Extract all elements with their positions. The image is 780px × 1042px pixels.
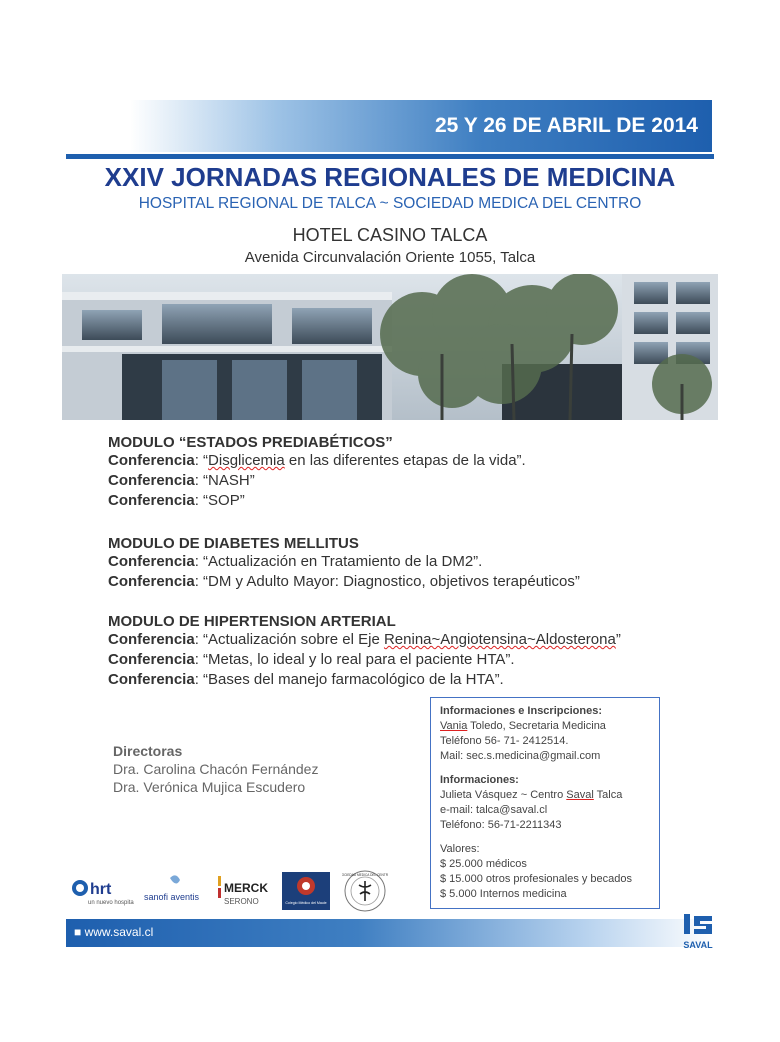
- svg-text:hrt: hrt: [90, 881, 112, 898]
- contact-line: Vania Toledo, Secretaria Medicina: [440, 720, 606, 732]
- info-title: Informaciones:: [440, 774, 519, 786]
- event-title: XXIV JORNADAS REGIONALES DE MEDICINA: [104, 162, 676, 192]
- sociedad-medica-logo: [342, 868, 388, 914]
- module-heading: MODULO DE DIABETES MELLITUS: [108, 535, 359, 552]
- title-rule: [66, 154, 714, 159]
- footer-link[interactable]: ■ www.saval.cl: [74, 925, 154, 939]
- directors: [113, 742, 318, 796]
- svg-text:un nuevo hospital: un nuevo hospital: [88, 900, 134, 906]
- svg-text:MERCK: MERCK: [224, 881, 268, 895]
- email-line[interactable]: e-mail: talca@saval.cl: [440, 804, 548, 816]
- svg-text:Colegio Médico del Maule: Colegio Médico del Maule: [285, 901, 327, 905]
- conference-line: Conferencia: “Actualización sobre el Eje Renina~Angiotensina~Aldosterona”: [108, 631, 621, 648]
- event-date: 25 Y 26 DE ABRIL DE 2014: [434, 114, 698, 137]
- svg-text:SERONO: SERONO: [224, 897, 259, 906]
- prices-title: Valores:: [440, 843, 480, 855]
- colegio-medico-logo: [280, 868, 332, 914]
- conference-line: Conferencia: “Disglicemia en las diferentes etapas de la vida”.: [108, 452, 526, 469]
- conference-line: Conferencia: “Actualización en Tratamiento de la DM2”.: [108, 553, 483, 570]
- footer-bar: [66, 919, 714, 947]
- mail-line[interactable]: Mail: sec.s.medicina@gmail.com: [440, 750, 601, 762]
- sponsor-logos: [70, 868, 390, 916]
- conference-line: Conferencia: “NASH”: [108, 472, 255, 489]
- module-block: [108, 613, 621, 690]
- sanofi-logo: [142, 868, 208, 914]
- module-heading: MODULO DE HIPERTENSION ARTERIAL: [108, 613, 396, 630]
- svg-text:SAVAL: SAVAL: [683, 940, 713, 950]
- module-block: [108, 535, 580, 592]
- director-name: Dra. Carolina Chacón Fernández: [113, 761, 319, 777]
- hotel-photo: [62, 274, 718, 420]
- contact-line: Julieta Vásquez ~ Centro Saval Talca: [440, 789, 623, 801]
- info-box: [430, 697, 660, 909]
- svg-text:SOCIEDAD MEDICA DEL CENTRO: SOCIEDAD MEDICA DEL CENTRO: [342, 873, 388, 877]
- director-name: Dra. Verónica Mujica Escudero: [113, 779, 306, 795]
- event-subtitle: HOSPITAL REGIONAL DE TALCA ~ SOCIEDAD MEDICA DEL CENTRO: [138, 195, 642, 212]
- merck-serono-logo: [218, 868, 268, 914]
- info-title: Informaciones e Inscripciones:: [440, 705, 602, 717]
- price-line: $ 5.000 Internos medicina: [440, 888, 567, 900]
- conference-line: Conferencia: “Bases del manejo farmacológico de la HTA”.: [108, 671, 504, 688]
- module-block: [108, 434, 526, 511]
- price-line: $ 15.000 otros profesionales y becados: [440, 873, 633, 885]
- phone-line: Teléfono: 56-71-2211343: [440, 819, 562, 831]
- module-heading: MODULO “ESTADOS PREDIABÉTICOS”: [108, 434, 393, 451]
- phone-line: Teléfono 56- 71- 2412514.: [440, 735, 569, 747]
- hrt-logo: [70, 868, 134, 914]
- venue-address: Avenida Circunvalación Oriente 1055, Talca: [244, 249, 536, 266]
- directors-title: Directoras: [113, 743, 183, 759]
- svg-text:sanofi aventis: sanofi aventis: [144, 892, 200, 902]
- venue-name: HOTEL CASINO TALCA: [292, 225, 488, 245]
- price-line: $ 25.000 médicos: [440, 858, 527, 870]
- conference-line: Conferencia: “SOP”: [108, 492, 245, 509]
- date-banner: [130, 100, 712, 152]
- conference-line: Conferencia: “DM y Adulto Mayor: Diagnostico, objetivos terapéuticos”: [108, 573, 580, 590]
- saval-logo: [678, 912, 718, 952]
- conference-line: Conferencia: “Metas, lo ideal y lo real para el paciente HTA”.: [108, 651, 515, 668]
